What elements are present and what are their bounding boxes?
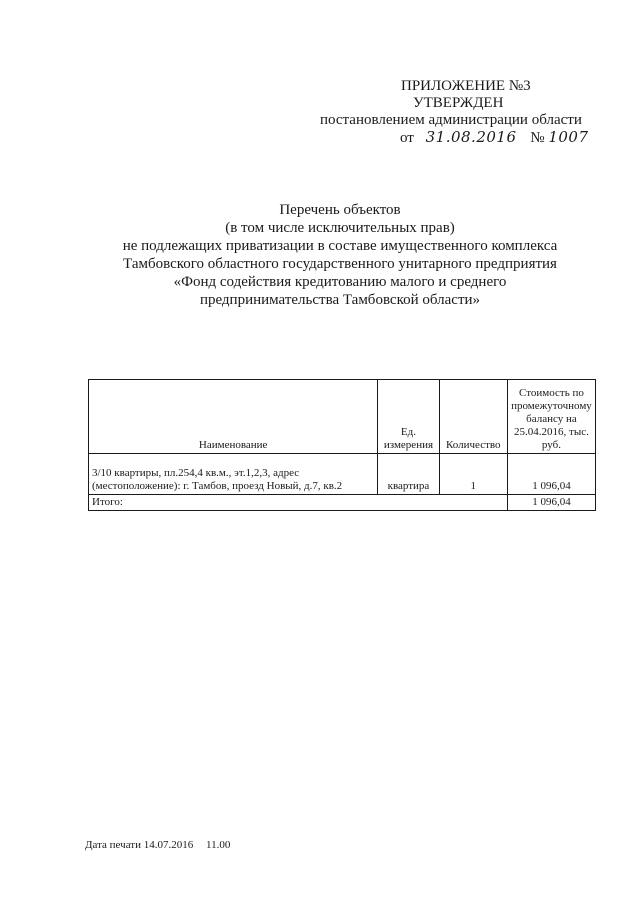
handwritten-number: 1007 (548, 128, 589, 146)
number-prefix: № (530, 130, 545, 146)
table-row (89, 454, 596, 495)
header-unit: Ед. измерения (378, 380, 439, 454)
total-row (89, 495, 596, 511)
print-time: 11.00 (206, 839, 231, 851)
date-prefix: от (400, 130, 414, 146)
total-label: Итого: (89, 495, 508, 511)
title-line: «Фонд содействия кредитованию малого и среднего (173, 274, 507, 290)
approval-header (300, 78, 600, 147)
header-quantity: Количество (439, 380, 507, 454)
print-date: Дата печати 14.07.2016 (85, 839, 194, 851)
title-line: (в том числе исключительных прав) (225, 220, 455, 236)
title-line: предпринимательства Тамбовской области» (199, 292, 481, 308)
title-line: Перечень объектов (279, 202, 401, 218)
header-name: Наименование (89, 380, 378, 454)
header-cost: Стоимость по промежуточному балансу на 25.04.2016, тыс. руб. (507, 380, 595, 454)
appendix-label: ПРИЛОЖЕНИЕ №3 (401, 78, 531, 94)
approved-label: УТВЕРЖДЕН (413, 95, 504, 111)
print-date-footer (85, 839, 230, 851)
title-line: не подлежащих приватизации в составе имущественного комплекса (122, 238, 558, 254)
title-line: Тамбовского областного государственного унитарного предприятия (123, 256, 557, 272)
total-cost: 1 096,04 (507, 495, 595, 511)
decree-label: постановлением администрации области (320, 112, 582, 128)
cell-quantity: 1 (439, 454, 507, 495)
cell-unit: квартира (378, 454, 439, 495)
decree-date-line (300, 129, 600, 147)
cell-cost: 1 096,04 (507, 454, 595, 495)
objects-table (88, 379, 596, 511)
handwritten-date: 31.08.2016 (425, 128, 517, 146)
table-header-row (89, 380, 596, 454)
document-title (80, 201, 600, 309)
cell-name: 3/10 квартиры, пл.254,4 кв.м., эт.1,2,3, адрес (местоположение): г. Тамбов, проезд Новый, д.7, кв.2 (89, 454, 378, 495)
